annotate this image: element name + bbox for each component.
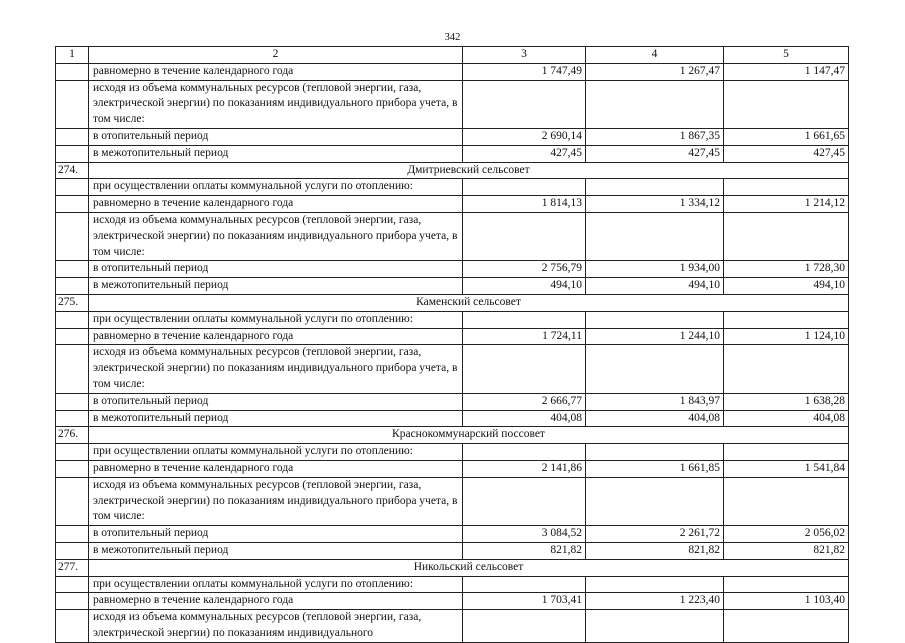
value-cell-col5: 1 541,84: [724, 460, 849, 477]
row-description: в межотопительный период: [89, 145, 463, 162]
empty-cell: [586, 444, 724, 461]
row-number-cell: [56, 128, 89, 145]
empty-cell: [586, 80, 724, 128]
value-cell-col5: 1 661,65: [724, 128, 849, 145]
table-header-row: [56, 47, 849, 64]
empty-cell: [463, 444, 586, 461]
row-description: равномерно в течение календарного года: [89, 63, 463, 80]
row-number-cell: [56, 410, 89, 427]
row-number-cell: [56, 576, 89, 593]
table-row: [56, 542, 849, 559]
value-cell-col5: 2 056,02: [724, 526, 849, 543]
table-row: [56, 179, 849, 196]
value-cell-col3: 2 690,14: [463, 128, 586, 145]
value-cell-col5: 1 638,28: [724, 393, 849, 410]
table-row: [56, 145, 849, 162]
empty-cell: [463, 610, 586, 643]
table-body: [56, 63, 849, 642]
table-row: [56, 477, 849, 525]
row-description: в межотопительный период: [89, 278, 463, 295]
row-description: в межотопительный период: [89, 542, 463, 559]
section-number: 275.: [56, 294, 89, 311]
value-cell-col3: 494,10: [463, 278, 586, 295]
table-row: [56, 460, 849, 477]
table-row: [56, 212, 849, 260]
row-description: при осуществлении оплаты коммунальной услуги по отоплению:: [89, 311, 463, 328]
row-number-cell: [56, 610, 89, 643]
row-description: в отопительный период: [89, 526, 463, 543]
row-number-cell: [56, 328, 89, 345]
column-header: 3: [463, 47, 586, 64]
empty-cell: [463, 212, 586, 260]
empty-cell: [586, 179, 724, 196]
column-header: 5: [724, 47, 849, 64]
row-number-cell: [56, 179, 89, 196]
value-cell-col4: 1 267,47: [586, 63, 724, 80]
value-cell-col4: 821,82: [586, 542, 724, 559]
value-cell-col3: 404,08: [463, 410, 586, 427]
value-cell-col3: 1 724,11: [463, 328, 586, 345]
empty-cell: [724, 444, 849, 461]
value-cell-col3: 1 703,41: [463, 593, 586, 610]
section-row: [56, 559, 849, 576]
section-row: [56, 294, 849, 311]
value-cell-col4: 494,10: [586, 278, 724, 295]
page-number: 342: [444, 32, 461, 43]
empty-cell: [724, 179, 849, 196]
table-row: [56, 63, 849, 80]
row-number-cell: [56, 477, 89, 525]
column-header: 4: [586, 47, 724, 64]
tariff-table: [55, 46, 849, 643]
table-row: [56, 311, 849, 328]
empty-cell: [724, 610, 849, 643]
value-cell-col3: 3 084,52: [463, 526, 586, 543]
value-cell-col5: 1 214,12: [724, 196, 849, 213]
empty-cell: [463, 345, 586, 393]
row-description: равномерно в течение календарного года: [89, 196, 463, 213]
value-cell-col3: 427,45: [463, 145, 586, 162]
row-description: исходя из объема коммунальных ресурсов (тепловой энергии, газа, электрической энергии) по показаниям индивидуального прибора учета, в том числе:: [89, 345, 463, 393]
value-cell-col5: 1 147,47: [724, 63, 849, 80]
value-cell-col4: 1 223,40: [586, 593, 724, 610]
row-number-cell: [56, 196, 89, 213]
empty-cell: [586, 576, 724, 593]
table-row: [56, 261, 849, 278]
row-description: в межотопительный период: [89, 410, 463, 427]
empty-cell: [724, 311, 849, 328]
empty-cell: [463, 576, 586, 593]
table-row: [56, 410, 849, 427]
value-cell-col4: 1 934,00: [586, 261, 724, 278]
value-cell-col4: 1 334,12: [586, 196, 724, 213]
value-cell-col5: 494,10: [724, 278, 849, 295]
section-title: Каменский сельсовет: [89, 294, 849, 311]
section-row: [56, 427, 849, 444]
value-cell-col4: 427,45: [586, 145, 724, 162]
row-number-cell: [56, 145, 89, 162]
row-description: в отопительный период: [89, 393, 463, 410]
row-description: исходя из объема коммунальных ресурсов (тепловой энергии, газа, электрической энергии) по показаниям индивидуального прибора учета, в том числе:: [89, 477, 463, 525]
column-header: 2: [89, 47, 463, 64]
table-row: [56, 526, 849, 543]
row-number-cell: [56, 393, 89, 410]
row-description: при осуществлении оплаты коммунальной услуги по отоплению:: [89, 576, 463, 593]
empty-cell: [724, 80, 849, 128]
row-number-cell: [56, 444, 89, 461]
row-description: в отопительный период: [89, 128, 463, 145]
empty-cell: [586, 212, 724, 260]
empty-cell: [586, 477, 724, 525]
table-row: [56, 393, 849, 410]
row-description: исходя из объема коммунальных ресурсов (тепловой энергии, газа, электрической энергии) по показаниям индивидуального: [89, 610, 463, 643]
row-description: равномерно в течение календарного года: [89, 593, 463, 610]
value-cell-col3: 821,82: [463, 542, 586, 559]
value-cell-col5: 1 124,10: [724, 328, 849, 345]
row-description: в отопительный период: [89, 261, 463, 278]
value-cell-col4: 1 244,10: [586, 328, 724, 345]
table-row: [56, 576, 849, 593]
row-number-cell: [56, 63, 89, 80]
value-cell-col4: 404,08: [586, 410, 724, 427]
value-cell-col5: 404,08: [724, 410, 849, 427]
empty-cell: [586, 610, 724, 643]
value-cell-col3: 2 756,79: [463, 261, 586, 278]
table-row: [56, 128, 849, 145]
row-number-cell: [56, 542, 89, 559]
value-cell-col3: 1 747,49: [463, 63, 586, 80]
value-cell-col4: 2 261,72: [586, 526, 724, 543]
empty-cell: [586, 311, 724, 328]
row-number-cell: [56, 311, 89, 328]
empty-cell: [463, 477, 586, 525]
value-cell-col4: 1 843,97: [586, 393, 724, 410]
section-title: Дмитриевский сельсовет: [89, 162, 849, 179]
section-number: 277.: [56, 559, 89, 576]
table-row: [56, 196, 849, 213]
row-number-cell: [56, 593, 89, 610]
value-cell-col5: 1 103,40: [724, 593, 849, 610]
section-number: 276.: [56, 427, 89, 444]
table-row: [56, 328, 849, 345]
row-description: исходя из объема коммунальных ресурсов (тепловой энергии, газа, электрической энергии) по показаниям индивидуального прибора учета, в том числе:: [89, 212, 463, 260]
value-cell-col4: 1 661,85: [586, 460, 724, 477]
table-row: [56, 610, 849, 643]
empty-cell: [724, 212, 849, 260]
empty-cell: [724, 477, 849, 525]
empty-cell: [463, 80, 586, 128]
empty-cell: [463, 311, 586, 328]
table-row: [56, 345, 849, 393]
row-number-cell: [56, 526, 89, 543]
section-title: Никольский сельсовет: [89, 559, 849, 576]
value-cell-col4: 1 867,35: [586, 128, 724, 145]
section-title: Краснокоммунарский поссовет: [89, 427, 849, 444]
value-cell-col3: 2 666,77: [463, 393, 586, 410]
empty-cell: [724, 576, 849, 593]
row-description: при осуществлении оплаты коммунальной услуги по отоплению:: [89, 444, 463, 461]
row-description: исходя из объема коммунальных ресурсов (тепловой энергии, газа, электрической энергии) по показаниям индивидуального прибора учета, в том числе:: [89, 80, 463, 128]
row-description: равномерно в течение календарного года: [89, 328, 463, 345]
row-number-cell: [56, 278, 89, 295]
table-row: [56, 80, 849, 128]
table-row: [56, 593, 849, 610]
row-description: при осуществлении оплаты коммунальной услуги по отоплению:: [89, 179, 463, 196]
row-number-cell: [56, 212, 89, 260]
value-cell-col3: 2 141,86: [463, 460, 586, 477]
value-cell-col5: 1 728,30: [724, 261, 849, 278]
row-description: равномерно в течение календарного года: [89, 460, 463, 477]
table-row: [56, 278, 849, 295]
empty-cell: [724, 345, 849, 393]
column-header: 1: [56, 47, 89, 64]
row-number-cell: [56, 261, 89, 278]
value-cell-col5: 427,45: [724, 145, 849, 162]
row-number-cell: [56, 345, 89, 393]
section-row: [56, 162, 849, 179]
empty-cell: [586, 345, 724, 393]
value-cell-col5: 821,82: [724, 542, 849, 559]
table-row: [56, 444, 849, 461]
row-number-cell: [56, 80, 89, 128]
row-number-cell: [56, 460, 89, 477]
value-cell-col3: 1 814,13: [463, 196, 586, 213]
empty-cell: [463, 179, 586, 196]
section-number: 274.: [56, 162, 89, 179]
